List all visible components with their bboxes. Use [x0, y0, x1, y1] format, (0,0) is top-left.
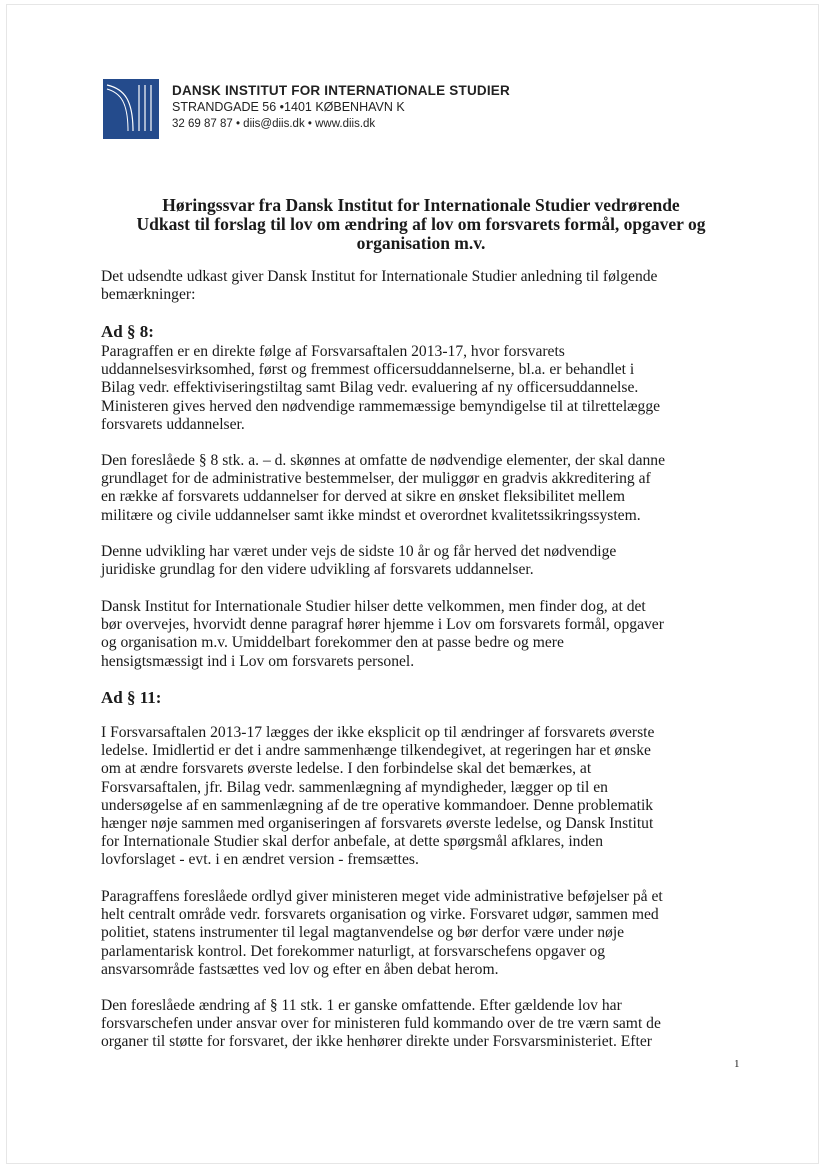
text-line: forsvarets uddannelser. — [101, 415, 245, 433]
institute-contact: 32 69 87 87 • diis@diis.dk • www.diis.dk — [172, 118, 376, 130]
section-11-heading: Ad § 11: — [101, 688, 162, 707]
text-line: og organisation m.v. Umiddelbart forekommer den at passe bedre og mere — [101, 634, 564, 652]
letterhead — [172, 82, 510, 133]
text-line: Forsvarsaftalen, jfr. Bilag vedr. sammenlægning af myndigheder, lægger op til en — [101, 778, 608, 796]
section-8-paragraph-3 — [101, 543, 751, 579]
title-line: Høringssvar fra Dansk Institut for Internationale Studier vedrørende — [162, 195, 680, 215]
text-line: Ministeren gives herved den nødvendige rammemæssige bemyndigelse til at tilrettelægge — [101, 397, 661, 415]
text-line: for Internationale Studier skal derfor anbefale, at dette spørgsmål afklares, inden — [101, 833, 603, 851]
text-line: Denne udvikling har været under vejs de sidste 10 år og får herved det nødvendige — [101, 543, 617, 560]
text-line: grundlaget for de administrative bestemmelser, der muliggør en gradvis akkreditering af — [101, 470, 651, 488]
text-line: Paragraffen er en direkte følge af Forsvarsaftalen 2013-17, hvor forsvarets — [101, 343, 565, 360]
text-line: bør overvejes, hvorvidt denne paragraf hører hjemme i Lov om forsvarets formål, opgaver — [101, 616, 664, 634]
text-line: ledelse. Imidlertid er det i andre sammenhænge tilkendegivet, at regeringen har et ønske — [101, 742, 651, 760]
section-8-paragraph-2 — [101, 452, 751, 525]
text-line: undersøgelse af en sammenlægning af de tre operative kommandoer. Denne problematik — [101, 796, 654, 814]
text-line: forsvarschefen under ansvar over for ministeren fuld kommando over de tre værn samt de — [101, 1015, 661, 1033]
text-line: I Forsvarsaftalen 2013-17 lægges der ikke eksplicit op til ændringer af forsvarets øverste — [101, 724, 655, 741]
section-11-paragraph-3 — [101, 997, 751, 1052]
section-8-paragraph-1 — [101, 343, 751, 434]
institute-name: DANSK INSTITUT FOR INTERNATIONALE STUDIER — [172, 83, 510, 98]
text-line: helt centralt område vedr. forsvarets organisation og virke. Forsvaret udgør, sammen med — [101, 906, 659, 924]
text-line: ansvarsområde fastsættes ved lov og efter en åben debat herom. — [101, 960, 499, 978]
text-line: parlamentarisk kontrol. Det forekommer naturligt, at forsvarschefens opgaver og — [101, 942, 606, 960]
page-number: 1 — [734, 1058, 740, 1070]
text-line: hensigtsmæssigt ind i Lov om forsvarets personel. — [101, 652, 415, 670]
text-line: juridiske grundlag for den videre udvikling af forsvarets uddannelser. — [101, 561, 534, 579]
text-line: Det udsendte udkast giver Dansk Institut for Internationale Studier anledning til følgende — [101, 268, 658, 285]
title-line: Udkast til forslag til lov om ændring af lov om forsvarets formål, opgaver og — [136, 214, 706, 234]
section-8-paragraph-4 — [101, 598, 751, 671]
text-line: uddannelsesvirksomhed, først og fremmest officersuddannelserne, bl.a. er behandlet i — [101, 361, 635, 379]
text-line: bemærkninger: — [101, 286, 196, 304]
text-line: Den foreslåede ændring af § 11 stk. 1 er ganske omfattende. Efter gældende lov har — [101, 997, 622, 1014]
text-line: Den foreslåede § 8 stk. a. – d. skønnes at omfatte de nødvendige elementer, der skal danne — [101, 452, 666, 469]
section-8-heading: Ad § 8: — [101, 322, 154, 341]
institute-address: STRANDGADE 56 •1401 KØBENHAVN K — [172, 100, 405, 114]
text-line: Paragraffens foreslåede ordlyd giver ministeren meget vide administrative beføjelser på et — [101, 888, 663, 905]
text-line: om at ændre forsvarets øverste ledelse. I den forbindelse skal det bemærkes, at — [101, 760, 592, 778]
text-line: militære og civile uddannelser samt ikke mindst et overordnet kvalitetssikringssystem. — [101, 506, 641, 524]
text-line: politiet, statens instrumenter til legal magtanvendelse og bør derfor være under nøje — [101, 924, 625, 942]
section-11-paragraph-2 — [101, 888, 751, 979]
text-line: Dansk Institut for Internationale Studier hilser dette velkommen, men finder dog, at det — [101, 598, 646, 615]
text-line: organer til støtte for forsvaret, der ikke henhører direkte under Forsvarsministeriet. Efter — [101, 1033, 652, 1051]
intro-paragraph — [101, 268, 751, 304]
title-line: organisation m.v. — [356, 233, 486, 253]
section-11-paragraph-1 — [101, 724, 751, 870]
text-line: hænger nøje sammen med organiseringen af forsvarets øverste ledelse, og Dansk Institut — [101, 815, 654, 833]
diis-logo — [103, 79, 159, 139]
document-title — [100, 196, 742, 253]
text-line: en række af forsvarets uddannelser for derved at sikre en ønsket fleksibilitet mellem — [101, 488, 625, 506]
text-line: lovforslaget - evt. i en ændret version - fremsættes. — [101, 851, 419, 869]
text-line: Bilag vedr. effektiviseringstiltag samt Bilag vedr. evaluering af ny officersuddannelse. — [101, 379, 639, 397]
page-border — [6, 4, 819, 1164]
